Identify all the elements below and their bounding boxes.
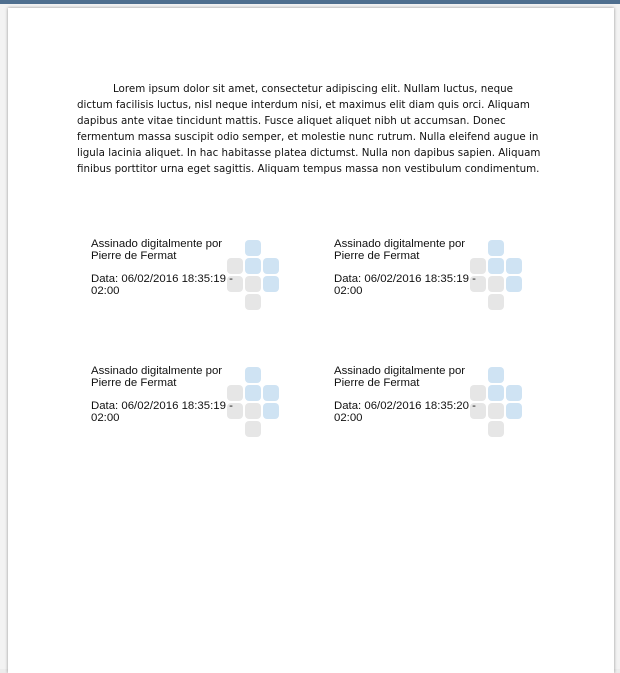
signature-date: Data: 06/02/2016 18:35:19 - <box>91 273 233 285</box>
signature-text <box>334 365 494 424</box>
body-paragraph: Lorem ipsum dolor sit amet, consectetur adipiscing elit. Nullam luctus, neque dictum facilisis luctus, nisl neque interdum nisi, et maximus elit diam quis orci. Aliquam dapibus ante vitae tincidunt mattis. Fusce aliquet aliquet nibh ut accumsan. Donec fermentum massa suscipit odio semper, et molestie nunc rutrum. Nulla eleifend augue in ligula lacinia aliquet. In hac habitasse platea dictumst. Nulla non dapibus sapien. Aliquam finibus porttitor urna eget sagittis. Aliquam tempus massa non vestibulum condimentum. <box>77 83 541 175</box>
signature-date: Data: 06/02/2016 18:35:20 - <box>334 400 476 412</box>
signature-text <box>91 365 251 424</box>
signed-by-label: Assinado digitalmente por <box>334 365 466 377</box>
signature-timezone: 02:00 <box>334 412 363 424</box>
signer-name: Pierre de Fermat <box>334 377 420 389</box>
signed-by-label: Assinado digitalmente por <box>334 238 466 250</box>
signed-by-label: Assinado digitalmente por <box>91 238 223 250</box>
signature-text <box>91 238 251 297</box>
signature-stamp <box>334 365 534 465</box>
signature-timezone: 02:00 <box>334 285 363 297</box>
signer-name: Pierre de Fermat <box>91 250 177 262</box>
signed-by-label: Assinado digitalmente por <box>91 365 223 377</box>
signature-stamp <box>91 365 291 465</box>
signature-stamp <box>334 238 534 338</box>
signer-name: Pierre de Fermat <box>334 250 420 262</box>
document-viewer <box>0 4 620 669</box>
signer-name: Pierre de Fermat <box>91 377 177 389</box>
signature-timezone: 02:00 <box>91 412 120 424</box>
signature-timezone: 02:00 <box>91 285 120 297</box>
signature-date: Data: 06/02/2016 18:35:19 - <box>334 273 476 285</box>
document-page <box>8 8 614 673</box>
signature-stamp <box>91 238 291 338</box>
signature-date: Data: 06/02/2016 18:35:19 - <box>91 400 233 412</box>
signature-text <box>334 238 494 297</box>
